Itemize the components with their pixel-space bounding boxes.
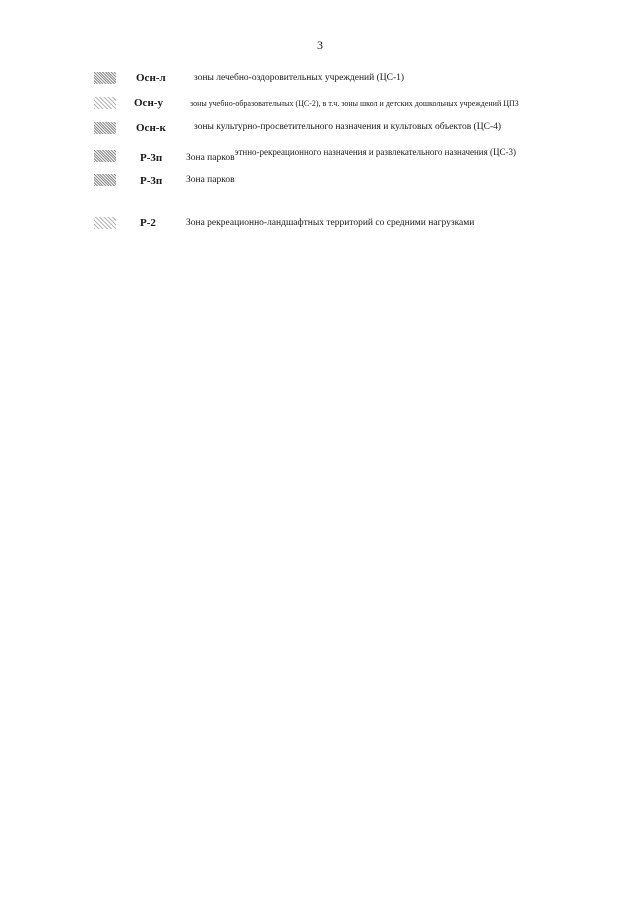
zone-code: Р-3п xyxy=(140,152,163,164)
zone-description-suffix: этнно-рекреационного назначения и развлекательного назначения (ЦС-3) xyxy=(234,147,516,157)
legend-row-osn-l xyxy=(0,70,640,86)
hatch-pattern-swatch xyxy=(94,174,116,186)
legend-row-r3p-extended xyxy=(0,148,640,164)
hatch-pattern-swatch xyxy=(94,97,116,109)
legend-row-osn-u xyxy=(0,96,640,112)
zone-description: зоны культурно-просветительного назначения и культовых объектов (ЦС-4) xyxy=(194,122,501,132)
page-number: 3 xyxy=(317,38,323,52)
hatch-pattern-swatch xyxy=(94,217,116,229)
legend-row-r2 xyxy=(0,216,640,232)
zone-description xyxy=(186,147,516,163)
zone-code: Осн-у xyxy=(134,97,163,109)
zone-code: Р-3п xyxy=(140,175,163,187)
zone-code: Осн-к xyxy=(136,122,166,134)
zone-description: зоны лечебно-оздоровительных учреждений (ЦС-1) xyxy=(194,73,405,83)
hatch-pattern-swatch xyxy=(94,122,116,134)
legend-row-osn-k xyxy=(0,120,640,136)
zone-code: Р-2 xyxy=(140,217,156,229)
zone-description-main: Зона парков xyxy=(186,153,235,163)
hatch-pattern-swatch xyxy=(94,72,116,84)
legend-row-r3p xyxy=(0,174,640,190)
zone-code: Осн-л xyxy=(136,72,166,84)
zone-description: зоны учебно-образовательных (ЦС-2), в т.ч. зоны школ и детских дошкольных учреждений ЦПЗ xyxy=(190,99,519,108)
zone-description: Зона парков xyxy=(186,175,235,185)
zone-description: Зона рекреационно-ландшафтных территорий со средними нагрузками xyxy=(186,218,475,228)
hatch-pattern-swatch xyxy=(94,150,116,162)
